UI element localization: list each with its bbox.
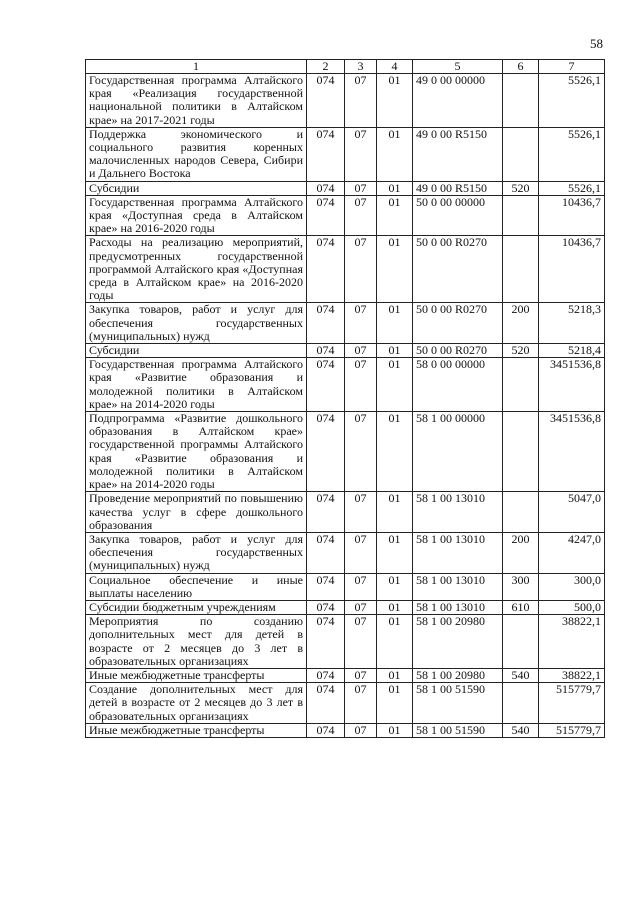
table-row xyxy=(86,74,605,128)
section-code-cell: 07 xyxy=(345,195,377,236)
target-article-cell: 58 1 00 13010 xyxy=(413,492,503,533)
ministry-code-cell: 074 xyxy=(307,358,345,412)
expense-type-cell xyxy=(503,127,539,181)
table-row xyxy=(86,236,605,303)
item-name-cell: Субсидии бюджетным учреждениям xyxy=(86,600,307,614)
subsection-code-cell: 01 xyxy=(377,573,413,600)
amount-cell: 4247,0 xyxy=(539,532,605,573)
table-body xyxy=(86,74,605,738)
column-header: 7 xyxy=(539,60,605,74)
column-header: 1 xyxy=(86,60,307,74)
table-header-row xyxy=(86,60,605,74)
item-name-cell: Государственная программа Алтайского края «Развитие образования и молодежной политики в Алтайском крае» на 2014-2020 годы xyxy=(86,358,307,412)
column-header: 3 xyxy=(345,60,377,74)
expense-type-cell: 540 xyxy=(503,723,539,737)
amount-cell: 3451536,8 xyxy=(539,358,605,412)
ministry-code-cell: 074 xyxy=(307,74,345,128)
subsection-code-cell: 01 xyxy=(377,723,413,737)
item-name-cell: Государственная программа Алтайского края «Реализация государственной национальной политики в Алтайском крае» на 2017-2021 годы xyxy=(86,74,307,128)
section-code-cell: 07 xyxy=(345,615,377,669)
ministry-code-cell: 074 xyxy=(307,127,345,181)
amount-cell: 5218,4 xyxy=(539,344,605,358)
item-name-cell: Расходы на реализацию мероприятий, предусмотренных государственной программой Алтайского края «Доступная среда в Алтайском крае» на 2016-2020 годы xyxy=(86,236,307,303)
target-article-cell: 58 1 00 13010 xyxy=(413,573,503,600)
expense-type-cell xyxy=(503,358,539,412)
target-article-cell: 50 0 00 00000 xyxy=(413,195,503,236)
expense-type-cell: 520 xyxy=(503,181,539,195)
expense-type-cell xyxy=(503,683,539,724)
amount-cell: 5526,1 xyxy=(539,127,605,181)
item-name-cell: Государственная программа Алтайского края «Доступная среда в Алтайском крае» на 2016-2020 годы xyxy=(86,195,307,236)
column-header: 5 xyxy=(413,60,503,74)
table-row xyxy=(86,573,605,600)
section-code-cell: 07 xyxy=(345,412,377,492)
amount-cell: 3451536,8 xyxy=(539,412,605,492)
ministry-code-cell: 074 xyxy=(307,573,345,600)
expense-type-cell: 200 xyxy=(503,532,539,573)
amount-cell: 5526,1 xyxy=(539,74,605,128)
table-row xyxy=(86,492,605,533)
item-name-cell: Иные межбюджетные трансферты xyxy=(86,723,307,737)
expense-type-cell: 610 xyxy=(503,600,539,614)
table-row xyxy=(86,532,605,573)
table-row xyxy=(86,181,605,195)
table-row xyxy=(86,303,605,344)
subsection-code-cell: 01 xyxy=(377,358,413,412)
expense-type-cell: 540 xyxy=(503,668,539,682)
subsection-code-cell: 01 xyxy=(377,127,413,181)
target-article-cell: 50 0 00 R0270 xyxy=(413,344,503,358)
expense-type-cell: 200 xyxy=(503,303,539,344)
table-row xyxy=(86,195,605,236)
subsection-code-cell: 01 xyxy=(377,181,413,195)
expense-type-cell: 300 xyxy=(503,573,539,600)
ministry-code-cell: 074 xyxy=(307,600,345,614)
amount-cell: 10436,7 xyxy=(539,236,605,303)
section-code-cell: 07 xyxy=(345,74,377,128)
column-header: 2 xyxy=(307,60,345,74)
target-article-cell: 49 0 00 R5150 xyxy=(413,127,503,181)
ministry-code-cell: 074 xyxy=(307,303,345,344)
target-article-cell: 50 0 00 R0270 xyxy=(413,236,503,303)
amount-cell: 38822,1 xyxy=(539,615,605,669)
section-code-cell: 07 xyxy=(345,683,377,724)
subsection-code-cell: 01 xyxy=(377,615,413,669)
target-article-cell: 58 1 00 13010 xyxy=(413,532,503,573)
item-name-cell: Иные межбюджетные трансферты xyxy=(86,668,307,682)
column-header: 4 xyxy=(377,60,413,74)
expense-type-cell: 520 xyxy=(503,344,539,358)
target-article-cell: 58 1 00 20980 xyxy=(413,615,503,669)
subsection-code-cell: 01 xyxy=(377,195,413,236)
target-article-cell: 50 0 00 R0270 xyxy=(413,303,503,344)
item-name-cell: Закупка товаров, работ и услуг для обеспечения государственных (муниципальных) нужд xyxy=(86,532,307,573)
subsection-code-cell: 01 xyxy=(377,683,413,724)
ministry-code-cell: 074 xyxy=(307,615,345,669)
amount-cell: 515779,7 xyxy=(539,683,605,724)
section-code-cell: 07 xyxy=(345,236,377,303)
item-name-cell: Социальное обеспечение и иные выплаты населению xyxy=(86,573,307,600)
target-article-cell: 49 0 00 R5150 xyxy=(413,181,503,195)
ministry-code-cell: 074 xyxy=(307,683,345,724)
section-code-cell: 07 xyxy=(345,358,377,412)
section-code-cell: 07 xyxy=(345,723,377,737)
section-code-cell: 07 xyxy=(345,181,377,195)
table-row xyxy=(86,344,605,358)
item-name-cell: Закупка товаров, работ и услуг для обеспечения государственных (муниципальных) нужд xyxy=(86,303,307,344)
section-code-cell: 07 xyxy=(345,532,377,573)
table-row xyxy=(86,723,605,737)
ministry-code-cell: 074 xyxy=(307,195,345,236)
section-code-cell: 07 xyxy=(345,127,377,181)
ministry-code-cell: 074 xyxy=(307,236,345,303)
section-code-cell: 07 xyxy=(345,344,377,358)
item-name-cell: Проведение мероприятий по повышению качества услуг в сфере дошкольного образования xyxy=(86,492,307,533)
subsection-code-cell: 01 xyxy=(377,492,413,533)
ministry-code-cell: 074 xyxy=(307,344,345,358)
item-name-cell: Мероприятия по созданию дополнительных мест для детей в возрасте от 2 месяцев до 3 лет в образовательных организациях xyxy=(86,615,307,669)
item-name-cell: Субсидии xyxy=(86,344,307,358)
table-row xyxy=(86,683,605,724)
amount-cell: 5218,3 xyxy=(539,303,605,344)
subsection-code-cell: 01 xyxy=(377,600,413,614)
item-name-cell: Субсидии xyxy=(86,181,307,195)
section-code-cell: 07 xyxy=(345,668,377,682)
section-code-cell: 07 xyxy=(345,573,377,600)
target-article-cell: 58 0 00 00000 xyxy=(413,358,503,412)
budget-table xyxy=(85,59,605,738)
subsection-code-cell: 01 xyxy=(377,74,413,128)
column-header: 6 xyxy=(503,60,539,74)
amount-cell: 5526,1 xyxy=(539,181,605,195)
section-code-cell: 07 xyxy=(345,492,377,533)
expense-type-cell xyxy=(503,412,539,492)
amount-cell: 515779,7 xyxy=(539,723,605,737)
subsection-code-cell: 01 xyxy=(377,303,413,344)
amount-cell: 38822,1 xyxy=(539,668,605,682)
item-name-cell: Создание дополнительных мест для детей в возрасте от 2 месяцев до 3 лет в образовательных организациях xyxy=(86,683,307,724)
expense-type-cell xyxy=(503,615,539,669)
target-article-cell: 58 1 00 51590 xyxy=(413,683,503,724)
table-row xyxy=(86,127,605,181)
expense-type-cell xyxy=(503,74,539,128)
table-row xyxy=(86,600,605,614)
item-name-cell: Поддержка экономического и социального развития коренных малочисленных народов Севера, Сибири и Дальнего Востока xyxy=(86,127,307,181)
ministry-code-cell: 074 xyxy=(307,492,345,533)
expense-type-cell xyxy=(503,195,539,236)
table-row xyxy=(86,412,605,492)
amount-cell: 300,0 xyxy=(539,573,605,600)
page-number: 58 xyxy=(590,36,603,51)
section-code-cell: 07 xyxy=(345,303,377,344)
subsection-code-cell: 01 xyxy=(377,668,413,682)
table-row xyxy=(86,358,605,412)
expense-type-cell xyxy=(503,492,539,533)
target-article-cell: 58 1 00 13010 xyxy=(413,600,503,614)
subsection-code-cell: 01 xyxy=(377,344,413,358)
ministry-code-cell: 074 xyxy=(307,532,345,573)
table-row xyxy=(86,668,605,682)
subsection-code-cell: 01 xyxy=(377,532,413,573)
target-article-cell: 49 0 00 00000 xyxy=(413,74,503,128)
subsection-code-cell: 01 xyxy=(377,412,413,492)
expense-type-cell xyxy=(503,236,539,303)
ministry-code-cell: 074 xyxy=(307,668,345,682)
table-row xyxy=(86,615,605,669)
subsection-code-cell: 01 xyxy=(377,236,413,303)
amount-cell: 500,0 xyxy=(539,600,605,614)
amount-cell: 10436,7 xyxy=(539,195,605,236)
ministry-code-cell: 074 xyxy=(307,412,345,492)
section-code-cell: 07 xyxy=(345,600,377,614)
ministry-code-cell: 074 xyxy=(307,723,345,737)
amount-cell: 5047,0 xyxy=(539,492,605,533)
target-article-cell: 58 1 00 00000 xyxy=(413,412,503,492)
target-article-cell: 58 1 00 51590 xyxy=(413,723,503,737)
ministry-code-cell: 074 xyxy=(307,181,345,195)
target-article-cell: 58 1 00 20980 xyxy=(413,668,503,682)
item-name-cell: Подпрограмма «Развитие дошкольного образования в Алтайском крае» государственной программы Алтайского края «Развитие образования и молодежной политики в Алтайском крае» на 2014-2020 годы xyxy=(86,412,307,492)
